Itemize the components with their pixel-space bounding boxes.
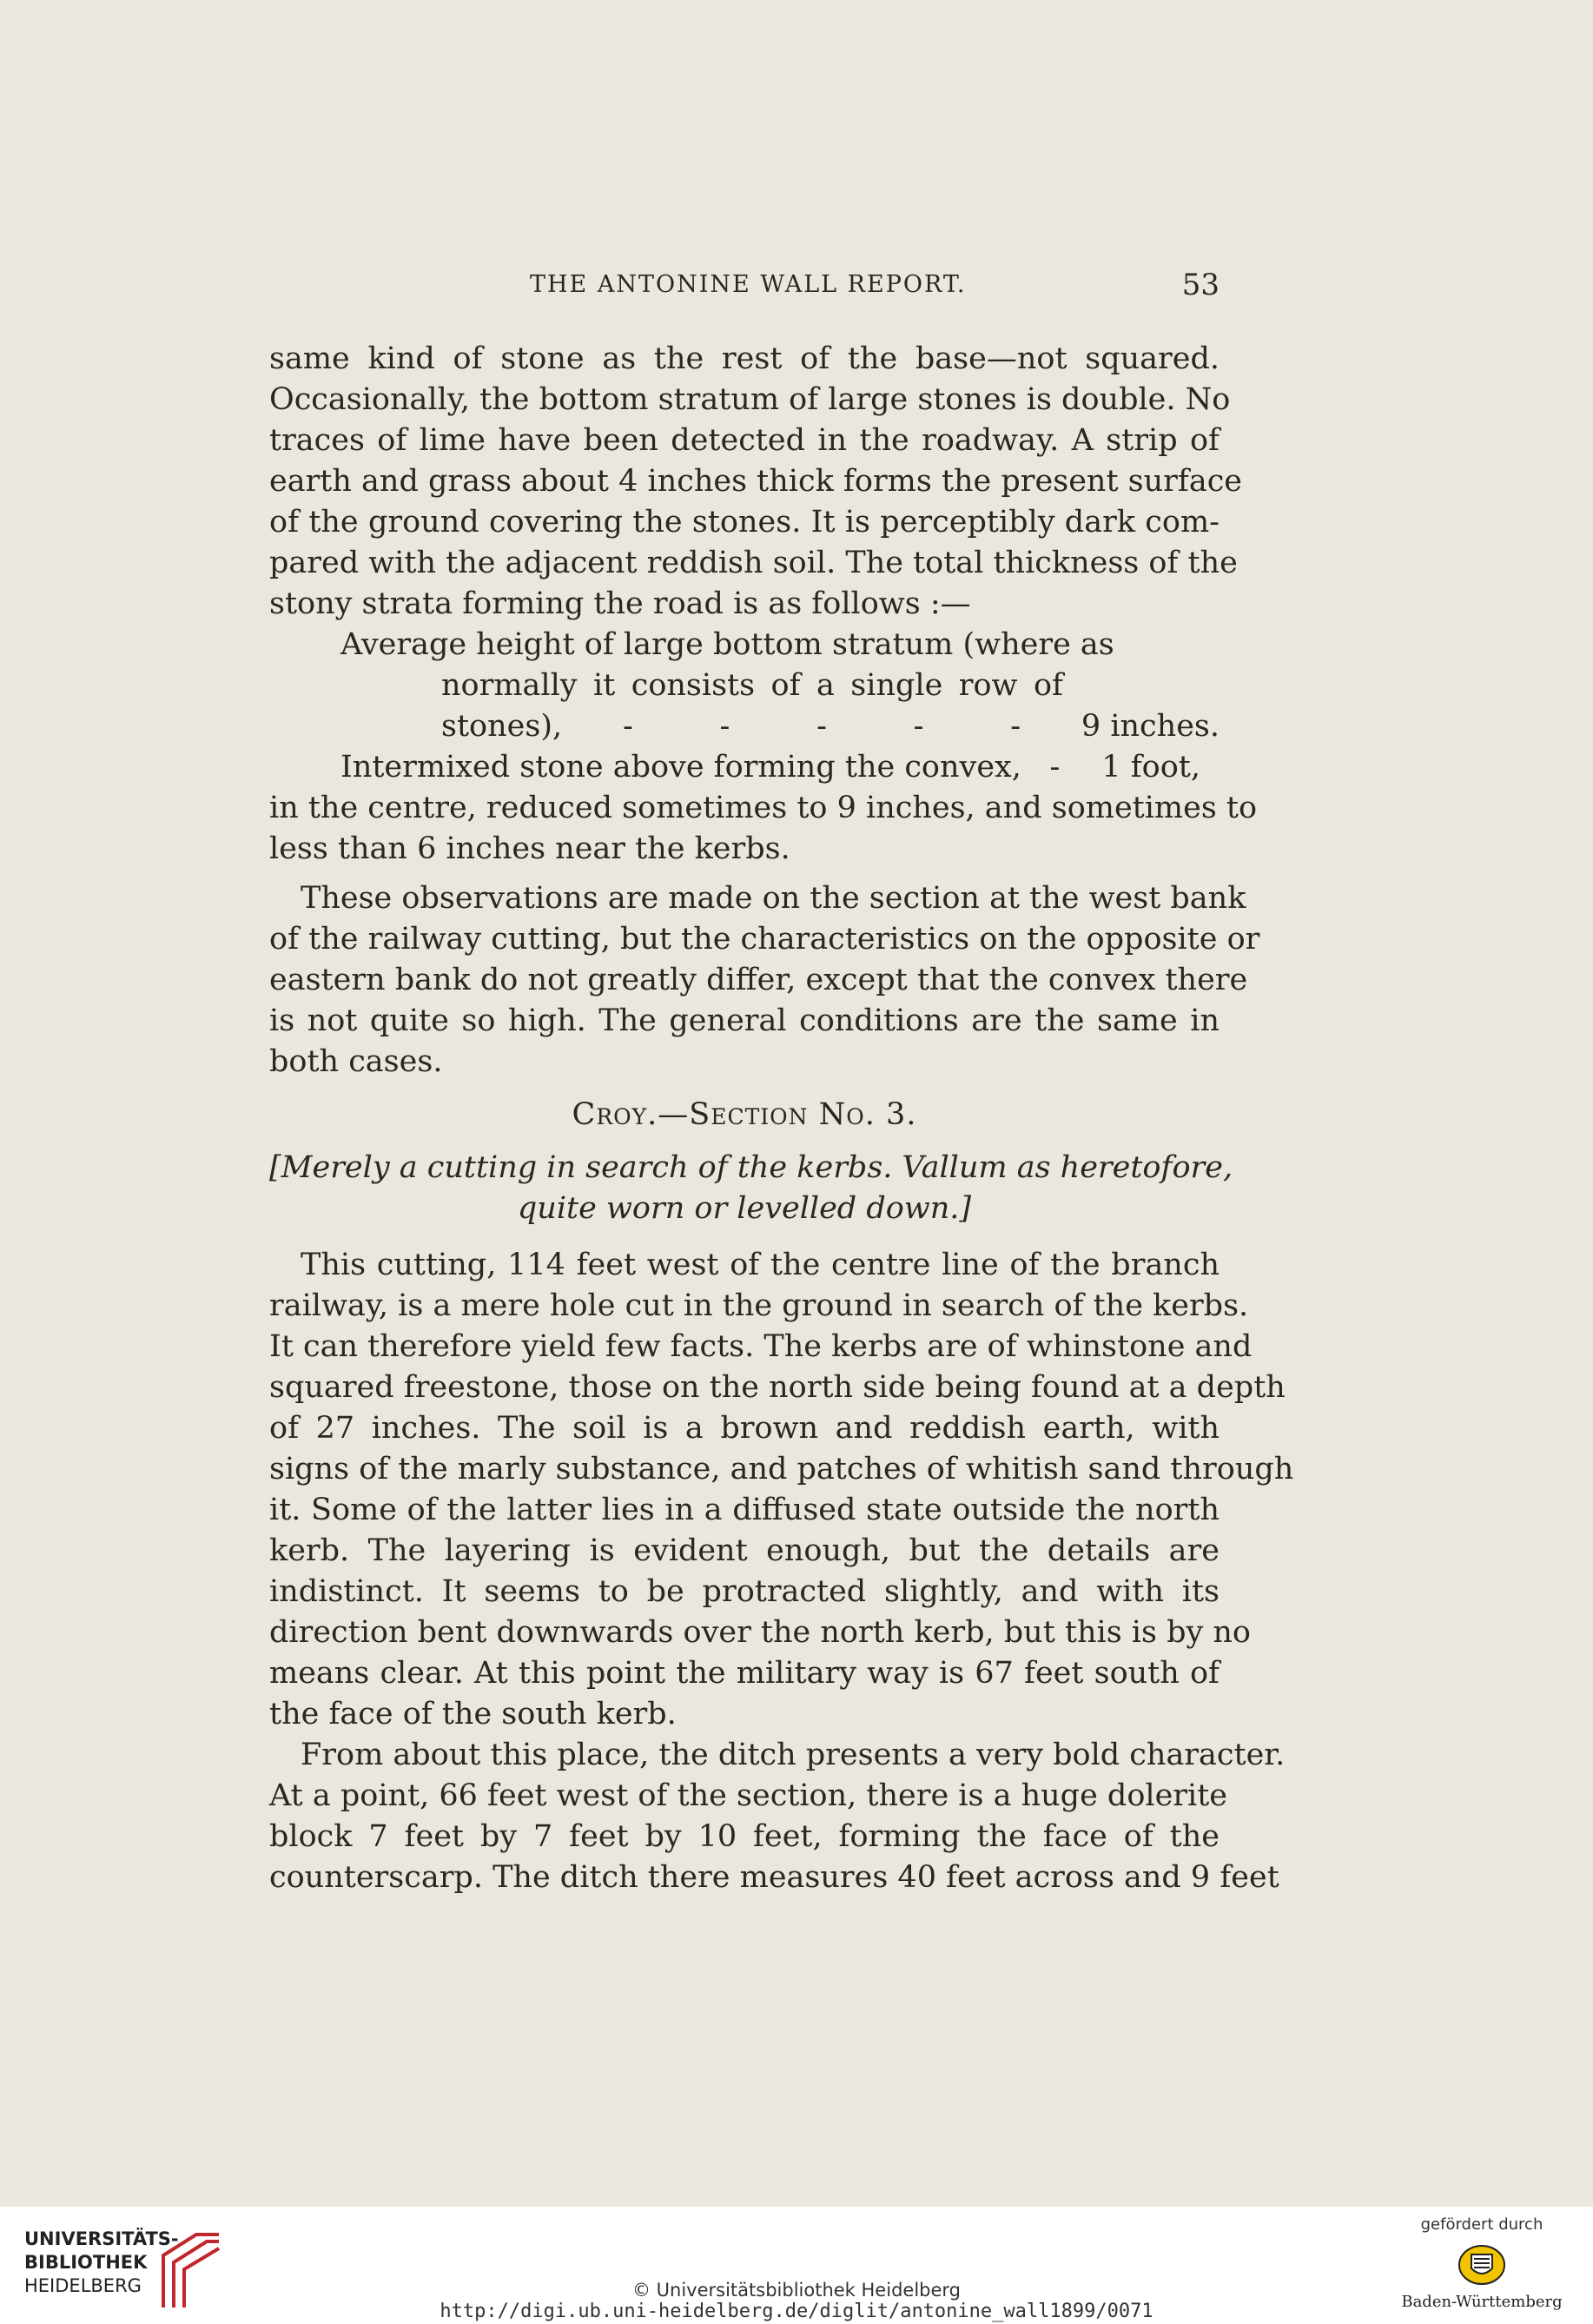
paragraph-2 — [269, 788, 1258, 870]
leader-dashes: - - - - - — [622, 709, 1021, 744]
text-line: same kind of stone as the rest of the base—not squared. — [269, 341, 1220, 376]
digitization-footer — [0, 2207, 1593, 2324]
section-note — [269, 1148, 1233, 1229]
text-line: squared freestone, those on the north side being found at a depth — [269, 1370, 1286, 1405]
text-line: stony strata forming the road is as follows :— — [269, 586, 971, 621]
paragraph-5 — [269, 1735, 1286, 1898]
paragraph-1 — [269, 339, 1243, 625]
text-line: less than 6 inches near the kerbs. — [269, 831, 790, 866]
text-line: means clear. At this point the military way is 67 feet south of — [269, 1656, 1220, 1691]
body-text — [269, 339, 1294, 1898]
text-line: quite worn or levelled down.] — [517, 1191, 972, 1226]
thickness-table — [269, 625, 1220, 788]
text-line: pared with the adjacent reddish soil. The total thickness of the — [269, 546, 1238, 580]
text-line: At a point, 66 feet west of the section, there is a huge dolerite — [269, 1778, 1227, 1813]
coat-of-arms-icon — [1457, 2242, 1506, 2288]
table-row-text: Average height of large bottom stratum (where as — [340, 627, 1114, 662]
text-line: This cutting, 114 feet west of the centre line of the branch — [301, 1248, 1220, 1282]
section-heading: Croy.—Section No. 3. — [572, 1097, 917, 1132]
text-line: eastern bank do not greatly differ, except that the convex there — [269, 963, 1248, 997]
text-line: of the ground covering the stones. It is perceptibly dark com- — [269, 505, 1220, 540]
paragraph-4 — [269, 1245, 1294, 1735]
text-line: of 27 inches. The soil is a brown and reddish earth, with — [269, 1411, 1220, 1446]
table-row-value: 9 inches. — [1081, 709, 1220, 744]
leader-dash: - — [1049, 750, 1061, 785]
text-line: traces of lime have been detected in the roadway. A strip of — [269, 423, 1220, 458]
text-line: of the railway cutting, but the characteristics on the opposite or — [269, 922, 1260, 957]
running-title: THE ANTONINE WALL REPORT. — [530, 271, 967, 298]
table-row-label: Intermixed stone above forming the convex, — [340, 750, 1021, 785]
sponsor-label: gefördert durch — [1420, 2215, 1543, 2234]
table-row — [269, 747, 1220, 788]
text-line: it. Some of the latter lies in a diffused state outside the north — [269, 1493, 1220, 1527]
text-line: From about this place, the ditch presents a very bold character. — [301, 1738, 1286, 1772]
text-line: both cases. — [269, 1044, 443, 1079]
table-row — [269, 706, 1220, 747]
text-line: kerb. The layering is evident enough, but the details are — [269, 1533, 1220, 1568]
text-line: direction bent downwards over the north kerb, but this is by no — [269, 1615, 1251, 1650]
text-line: in the centre, reduced sometimes to 9 inches, and sometimes to — [269, 791, 1258, 825]
text-line: [Merely a cutting in search of the kerbs. Vallum as heretofore, — [269, 1150, 1233, 1185]
paragraph-3 — [269, 878, 1260, 1083]
sponsor-name: Baden-Württemberg — [1401, 2293, 1563, 2311]
sponsor-block — [1395, 2215, 1569, 2311]
table-row-text: normally it consists of a single row of — [441, 668, 1063, 703]
text-line: It can therefore yield few facts. The kerbs are of whinstone and — [269, 1329, 1253, 1364]
text-line: signs of the marly substance, and patches of whitish sand through — [269, 1452, 1294, 1486]
text-line: block 7 feet by 7 feet by 10 feet, forming the face of the — [269, 1819, 1220, 1854]
text-line: earth and grass about 4 inches thick forms the present surface — [269, 464, 1243, 499]
page-number: 53 — [1181, 268, 1220, 302]
text-line: Occasionally, the bottom stratum of large stones is double. No — [269, 382, 1231, 417]
text-line: railway, is a mere hole cut in the ground in search of the kerbs. — [269, 1288, 1249, 1323]
text-line: indistinct. It seems to be protracted slightly, and with its — [269, 1574, 1220, 1609]
permalink[interactable]: http://digi.ub.uni-heidelberg.de/diglit/antonine_wall1899/0071 — [440, 2301, 1153, 2322]
text-line: is not quite so high. The general conditions are the same in — [269, 1003, 1220, 1038]
table-row-value: 1 foot, — [1101, 750, 1200, 785]
table-row-label: stones), — [441, 709, 563, 744]
text-line: These observations are made on the section at the west bank — [301, 881, 1246, 916]
text-line: counterscarp. The ditch there measures 40 feet across and 9 feet — [269, 1860, 1279, 1895]
text-line: the face of the south kerb. — [269, 1697, 677, 1731]
library-logo: UNIVERSITÄTS- BIBLIOTHEK HEIDELBERG — [24, 2228, 179, 2296]
copyright-notice: © Universitätsbibliothek Heidelberg — [631, 2280, 961, 2301]
